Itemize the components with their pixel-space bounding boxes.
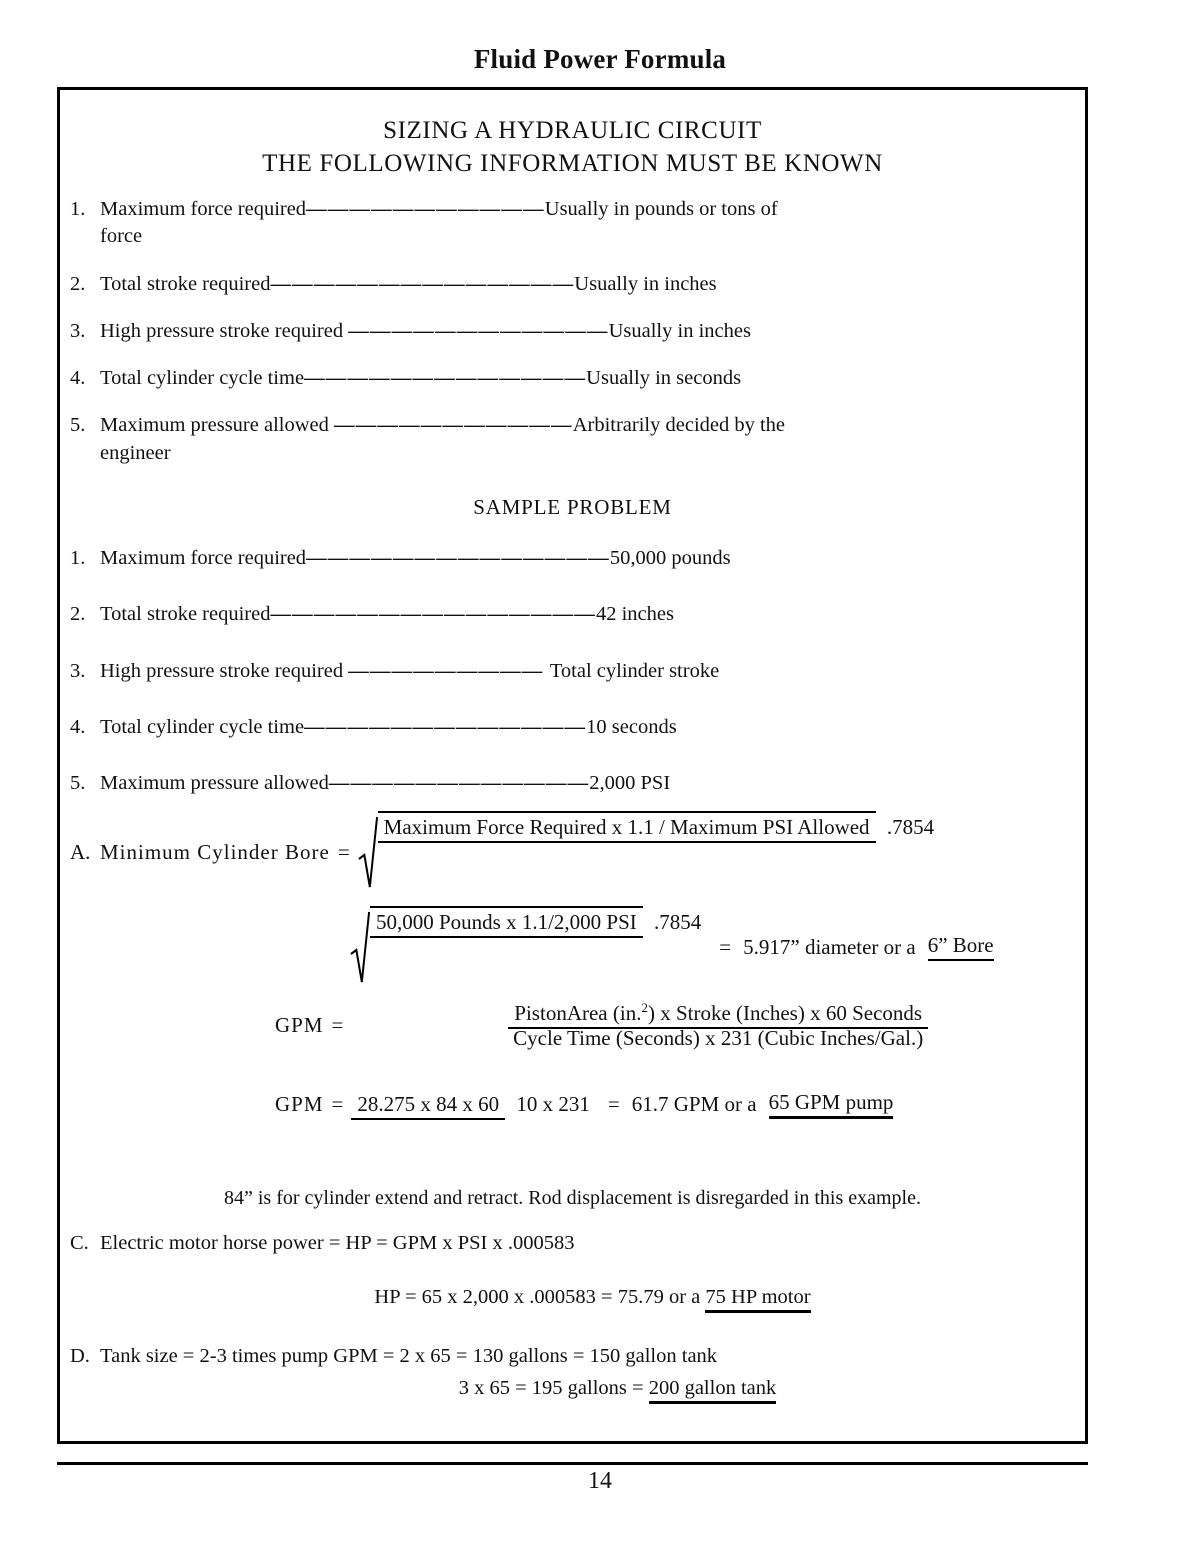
formula-label: Minimum Cylinder Bore: [100, 839, 330, 864]
item-continuation: force: [100, 225, 143, 248]
item-body: [100, 658, 1070, 685]
page-number: 14: [588, 1468, 612, 1494]
formula-letter: A.: [70, 839, 91, 864]
fraction: [378, 815, 940, 889]
list-item: [70, 271, 1070, 298]
item-label: Total stroke required: [100, 603, 271, 626]
fraction: [351, 1000, 1085, 1051]
sample-problem-heading: SAMPLE PROBLEM: [473, 495, 672, 519]
item-dash-leader: ——————————————: [270, 272, 575, 295]
square-root-group: [358, 815, 940, 889]
radical-icon: [350, 910, 370, 984]
item-body: [100, 271, 1070, 298]
fraction-numerator: Maximum Force Required x 1.1 / Maximum PSI Allowed: [378, 811, 876, 843]
item-number: 1.: [70, 547, 86, 569]
requirements-list: [70, 196, 1070, 487]
item-continuation: engineer: [100, 441, 171, 464]
formula-gpm-calculation: [275, 1090, 893, 1119]
item-value: Usually in inches: [608, 319, 751, 342]
heading-line-2: THE FOLLOWING INFORMATION MUST BE KNOWN: [262, 150, 883, 177]
numerator-part-1: PistonArea (in.: [514, 1001, 642, 1025]
gpm-label: GPM: [275, 1092, 324, 1116]
numerator-superscript: 2: [641, 1000, 648, 1015]
item-label: High pressure stroke required: [100, 659, 349, 682]
result-highlight-bore: 6” Bore: [928, 933, 994, 961]
equals-sign: =: [719, 934, 732, 959]
fraction-denominator: 10 x 231: [516, 1092, 590, 1116]
item-dash-leader: —————————: [348, 659, 550, 682]
item-number: 3.: [70, 319, 86, 342]
fraction-numerator: 28.275 x 84 x 60: [351, 1092, 505, 1120]
footer-divider: [57, 1462, 1088, 1465]
fraction: [370, 910, 707, 984]
item-body: [100, 365, 1070, 392]
item-dash-leader: ————————————: [348, 319, 609, 342]
formula-gpm-definition: [275, 1000, 1085, 1051]
section-d-line-1: Tank size = 2-3 times pump GPM = 2 x 65 = 130 gallons = 150 gallon tank: [100, 1345, 718, 1367]
fraction: [351, 1092, 596, 1117]
list-item: [70, 601, 1070, 628]
equals-sign: =: [331, 1013, 344, 1037]
result-highlight-motor: 75 HP motor: [705, 1286, 810, 1313]
list-item: [70, 545, 1070, 572]
equals-sign: =: [337, 839, 350, 864]
section-d: [70, 1345, 1070, 1368]
item-value: Total cylinder stroke: [549, 659, 720, 682]
list-item: [70, 770, 1070, 797]
gpm-label: GPM: [275, 1013, 324, 1037]
list-item: [70, 412, 1070, 467]
item-value: 2,000 PSI: [589, 772, 671, 794]
item-number: 3.: [70, 659, 86, 682]
fraction-denominator: .7854: [654, 910, 702, 934]
square-root-group: [350, 910, 707, 984]
result-highlight-tank: 200 gallon tank: [649, 1377, 777, 1404]
item-body: [100, 318, 1070, 345]
item-number: 2.: [70, 603, 86, 626]
list-item: [70, 714, 1070, 741]
fraction-denominator: Cycle Time (Seconds) x 231 (Cubic Inches/Gal.): [513, 1026, 924, 1050]
item-body: [100, 601, 1070, 628]
item-label: Maximum force required: [100, 198, 307, 220]
item-dash-leader: ——————————————: [306, 547, 610, 569]
page-title: Fluid Power Formula: [473, 44, 727, 74]
item-value: 42 inches: [595, 603, 674, 626]
list-item: [70, 658, 1070, 685]
list-item: [70, 365, 1070, 392]
numerator-part-2: ) x Stroke (Inches) x 60 Seconds: [647, 1001, 923, 1025]
item-value: Usually in inches: [574, 272, 717, 295]
document-frame: [57, 87, 1088, 1444]
result-text: 5.917” diameter or a: [743, 934, 916, 959]
item-label: Maximum pressure allowed: [100, 772, 329, 794]
formula-minimum-cylinder-bore: [70, 815, 1080, 889]
section-d-line-2: [60, 1377, 1085, 1404]
item-body: [100, 770, 1070, 797]
item-label: Maximum force required: [100, 547, 307, 569]
item-label: Maximum pressure allowed: [100, 414, 334, 437]
section-c-text: Electric motor horse power = HP = GPM x PSI x .000583: [100, 1232, 575, 1254]
section-c-calculation: [60, 1286, 1085, 1313]
fraction-numerator: 50,000 Pounds x 1.1/2,000 PSI: [370, 906, 643, 938]
item-number: 4.: [70, 715, 86, 738]
note-text: 84” is for cylinder extend and retract. Rod displacement is disregarded in this example.: [223, 1187, 921, 1209]
item-body: [100, 196, 1070, 251]
item-dash-leader: ————————————: [328, 772, 590, 794]
item-label: Total cylinder cycle time: [100, 367, 305, 389]
item-label: Total cylinder cycle time: [100, 715, 305, 738]
section-c: [70, 1232, 1070, 1255]
item-dash-leader: —————————————: [304, 715, 587, 738]
hp-calculation-text: HP = 65 x 2,000 x .000583 = 75.79 or a: [374, 1286, 701, 1308]
item-number: 4.: [70, 367, 86, 389]
fraction-denominator: .7854: [886, 815, 935, 839]
list-item: [70, 196, 1070, 251]
sample-problem-list: [70, 545, 1070, 826]
item-body: [100, 714, 1070, 741]
item-value: Usually in pounds or tons of: [544, 198, 778, 220]
item-value: Arbitrarily decided by the: [572, 414, 786, 437]
item-number: 1.: [70, 198, 86, 220]
equals-sign: =: [331, 1092, 344, 1116]
item-value: Usually in seconds: [586, 367, 742, 389]
document-heading: [60, 114, 1085, 180]
item-body: [100, 412, 1070, 467]
result-text: 61.7 GPM or a: [631, 1092, 757, 1116]
section-letter: C.: [70, 1232, 89, 1254]
list-item: [70, 318, 1070, 345]
item-number: 5.: [70, 772, 86, 794]
radical-icon: [358, 815, 378, 889]
section-letter: D.: [70, 1345, 90, 1367]
item-value: 50,000 pounds: [609, 547, 731, 569]
item-number: 2.: [70, 272, 86, 295]
item-label: High pressure stroke required: [100, 319, 349, 342]
item-label: Total stroke required: [100, 272, 271, 295]
item-value: 10 seconds: [586, 715, 677, 738]
item-dash-leader: ———————————————: [270, 603, 596, 626]
tank-calculation-text: 3 x 65 = 195 gallons =: [458, 1377, 644, 1399]
equals-sign-2: =: [607, 1092, 620, 1116]
item-dash-leader: ———————————: [306, 198, 545, 220]
item-dash-leader: —————————————: [304, 367, 587, 389]
result-highlight-pump: 65 GPM pump: [769, 1090, 894, 1119]
formula-bore-calculation: [350, 910, 994, 984]
item-number: 5.: [70, 414, 86, 437]
heading-line-1: SIZING A HYDRAULIC CIRCUIT: [383, 117, 762, 144]
item-body: [100, 545, 1070, 572]
item-dash-leader: ———————————: [334, 414, 573, 437]
